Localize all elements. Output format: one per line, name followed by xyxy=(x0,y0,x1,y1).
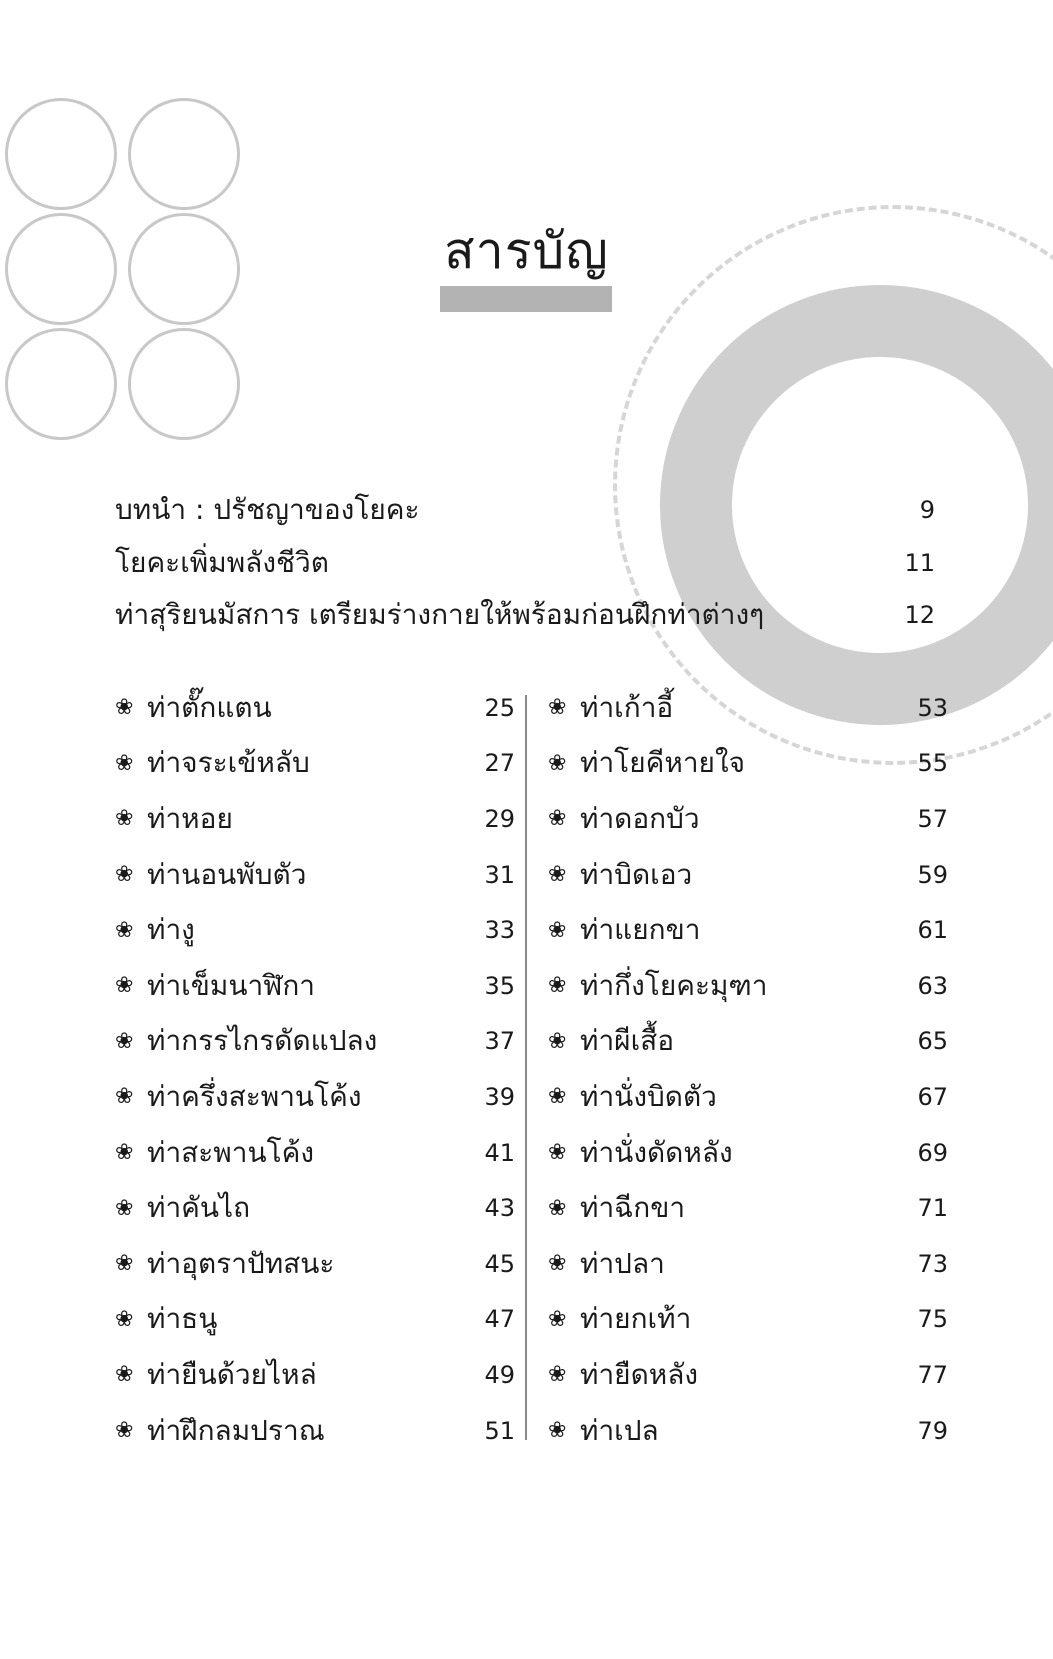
flower-icon: ❀ xyxy=(548,1306,567,1332)
toc-item-label: ท่าผีเสื้อ xyxy=(580,1024,675,1058)
toc-page-number: 11 xyxy=(904,549,935,577)
toc-page-number: 29 xyxy=(484,804,515,833)
toc-item-label: ท่าครึ่งสะพานโค้ง xyxy=(147,1079,362,1113)
toc-entry-label: โยคะเพิ่มพลังชีวิต xyxy=(115,546,329,579)
toc-item-label: ท่าตั๊กแตน xyxy=(147,690,272,724)
toc-page-number: 63 xyxy=(917,971,948,1000)
toc-page-number: 49 xyxy=(484,1360,515,1389)
toc-item-label: ท่าสะพานโค้ง xyxy=(147,1135,315,1169)
toc-item[interactable] xyxy=(115,680,515,736)
toc-item-label: ท่ากึ่งโยคะมุฑา xyxy=(580,968,768,1002)
title-underline-bar xyxy=(440,286,612,312)
deco-circle xyxy=(128,98,240,210)
toc-item-label: ท่าเปล xyxy=(580,1413,659,1447)
toc-entry-label: บทนำ : ปรัชญาของโยคะ xyxy=(115,493,420,526)
flower-icon: ❀ xyxy=(115,1251,134,1277)
toc-item-label: ท่ากรรไกรดัดแปลง xyxy=(147,1024,378,1058)
toc-item[interactable] xyxy=(548,1069,948,1125)
flower-icon: ❀ xyxy=(115,806,134,832)
toc-item[interactable] xyxy=(115,1125,515,1181)
toc-item[interactable] xyxy=(548,958,948,1014)
flower-icon: ❀ xyxy=(115,1418,134,1444)
toc-item-label: ท่าหอย xyxy=(147,801,233,835)
toc-item[interactable] xyxy=(548,1236,948,1292)
flower-icon: ❀ xyxy=(115,1028,134,1054)
flower-icon: ❀ xyxy=(548,1140,567,1166)
deco-circle xyxy=(5,328,117,440)
flower-icon: ❀ xyxy=(115,862,134,888)
toc-page-number: 67 xyxy=(917,1082,948,1111)
flower-icon: ❀ xyxy=(548,750,567,776)
flower-icon: ❀ xyxy=(548,862,567,888)
flower-icon: ❀ xyxy=(115,1362,134,1388)
flower-icon: ❀ xyxy=(548,1362,567,1388)
toc-item[interactable] xyxy=(115,1236,515,1292)
flower-icon: ❀ xyxy=(548,1084,567,1110)
flower-icon: ❀ xyxy=(548,806,567,832)
flower-icon: ❀ xyxy=(115,1306,134,1332)
toc-item-label: ท่าฉีกขา xyxy=(580,1191,686,1225)
toc-page-number: 31 xyxy=(484,860,515,889)
toc-item[interactable] xyxy=(115,958,515,1014)
toc-right-column xyxy=(548,680,948,1458)
toc-page-number: 27 xyxy=(484,749,515,778)
toc-intro-row[interactable] xyxy=(115,590,935,640)
flower-icon: ❀ xyxy=(548,1195,567,1221)
toc-item[interactable] xyxy=(548,1292,948,1348)
toc-page-number: 55 xyxy=(917,749,948,778)
column-divider xyxy=(525,695,527,1440)
flower-icon: ❀ xyxy=(115,1084,134,1110)
toc-page-number: 25 xyxy=(484,693,515,722)
deco-circle xyxy=(128,328,240,440)
toc-page-number: 57 xyxy=(917,804,948,833)
toc-page-number: 79 xyxy=(917,1416,948,1445)
toc-page-number: 61 xyxy=(917,916,948,945)
flower-icon: ❀ xyxy=(115,1195,134,1221)
toc-page-number: 33 xyxy=(484,916,515,945)
toc-item-label: ท่าปลา xyxy=(580,1246,665,1280)
toc-item[interactable] xyxy=(548,1403,948,1459)
deco-circle xyxy=(5,98,117,210)
toc-page-number: 37 xyxy=(484,1027,515,1056)
toc-page-number: 41 xyxy=(484,1138,515,1167)
flower-icon: ❀ xyxy=(548,1028,567,1054)
flower-icon: ❀ xyxy=(548,695,567,721)
toc-page-number: 9 xyxy=(919,496,935,524)
toc-item[interactable] xyxy=(115,1403,515,1459)
toc-item-label: ท่าจระเข้หลับ xyxy=(147,746,310,780)
toc-intro-row[interactable] xyxy=(115,485,935,535)
toc-item[interactable] xyxy=(548,791,948,847)
toc-item[interactable] xyxy=(548,1125,948,1181)
toc-page-number: 12 xyxy=(904,601,935,629)
toc-item-label: ท่าคันไถ xyxy=(147,1191,251,1225)
toc-item[interactable] xyxy=(115,736,515,792)
toc-item[interactable] xyxy=(115,902,515,958)
toc-item-label: ท่านอนพับตัว xyxy=(147,857,307,891)
toc-left-column xyxy=(115,680,515,1458)
toc-intro-row[interactable] xyxy=(115,538,935,588)
toc-page-number: 53 xyxy=(917,693,948,722)
flower-icon: ❀ xyxy=(115,695,134,721)
toc-page-number: 69 xyxy=(917,1138,948,1167)
toc-page-number: 65 xyxy=(917,1027,948,1056)
toc-page-number: 77 xyxy=(917,1360,948,1389)
flower-icon: ❀ xyxy=(115,750,134,776)
toc-item[interactable] xyxy=(548,847,948,903)
toc-item-label: ท่ายืดหลัง xyxy=(580,1357,699,1391)
toc-item[interactable] xyxy=(548,680,948,736)
flower-icon: ❀ xyxy=(548,1251,567,1277)
toc-page-number: 35 xyxy=(484,971,515,1000)
flower-icon: ❀ xyxy=(115,1140,134,1166)
toc-item-label: ท่าเข็มนาฬิกา xyxy=(147,968,316,1002)
toc-page-number: 71 xyxy=(917,1194,948,1223)
toc-item[interactable] xyxy=(548,1180,948,1236)
toc-item-label: ท่ายืนด้วยไหล่ xyxy=(147,1357,317,1391)
flower-icon: ❀ xyxy=(548,973,567,999)
toc-item-label: ท่างู xyxy=(147,913,195,947)
flower-icon: ❀ xyxy=(115,917,134,943)
page-title: สารบัญ xyxy=(444,222,609,280)
toc-item-label: ท่าฝึกลมปราณ xyxy=(147,1413,325,1447)
toc-item[interactable] xyxy=(115,847,515,903)
toc-page-number: 73 xyxy=(917,1249,948,1278)
toc-page-number: 43 xyxy=(484,1194,515,1223)
toc-item-label: ท่าเก้าอี้ xyxy=(580,690,674,724)
toc-item-label: ท่ายกเท้า xyxy=(580,1302,692,1336)
toc-item[interactable] xyxy=(548,1347,948,1403)
toc-item[interactable] xyxy=(115,1292,515,1348)
toc-page-number: 45 xyxy=(484,1249,515,1278)
toc-item-label: ท่าอุตราปัทสนะ xyxy=(147,1246,335,1280)
toc-item-label: ท่าธนู xyxy=(147,1302,218,1336)
toc-page-number: 39 xyxy=(484,1082,515,1111)
toc-item-label: ท่าโยคีหายใจ xyxy=(580,746,746,780)
toc-item[interactable] xyxy=(115,1069,515,1125)
flower-icon: ❀ xyxy=(548,1418,567,1444)
toc-item-label: ท่าบิดเอว xyxy=(580,857,693,891)
toc-item[interactable] xyxy=(115,1347,515,1403)
toc-page-number: 47 xyxy=(484,1305,515,1334)
toc-item-label: ท่านั่งบิดตัว xyxy=(580,1079,717,1113)
toc-item[interactable] xyxy=(548,736,948,792)
toc-entry-label: ท่าสุริยนมัสการ เตรียมร่างกายให้พร้อมก่อนฝึกท่าต่างๆ xyxy=(115,598,765,631)
toc-item[interactable] xyxy=(548,902,948,958)
toc-item-label: ท่าดอกบัว xyxy=(580,801,700,835)
toc-item-label: ท่าแยกขา xyxy=(580,913,701,947)
toc-item[interactable] xyxy=(115,791,515,847)
toc-page-number: 51 xyxy=(484,1416,515,1445)
flower-icon: ❀ xyxy=(548,917,567,943)
toc-item[interactable] xyxy=(115,1180,515,1236)
toc-page-number: 59 xyxy=(917,860,948,889)
toc-item[interactable] xyxy=(115,1014,515,1070)
toc-page-number: 75 xyxy=(917,1305,948,1334)
flower-icon: ❀ xyxy=(115,973,134,999)
toc-item[interactable] xyxy=(548,1014,948,1070)
toc-item-label: ท่านั่งดัดหลัง xyxy=(580,1135,733,1169)
